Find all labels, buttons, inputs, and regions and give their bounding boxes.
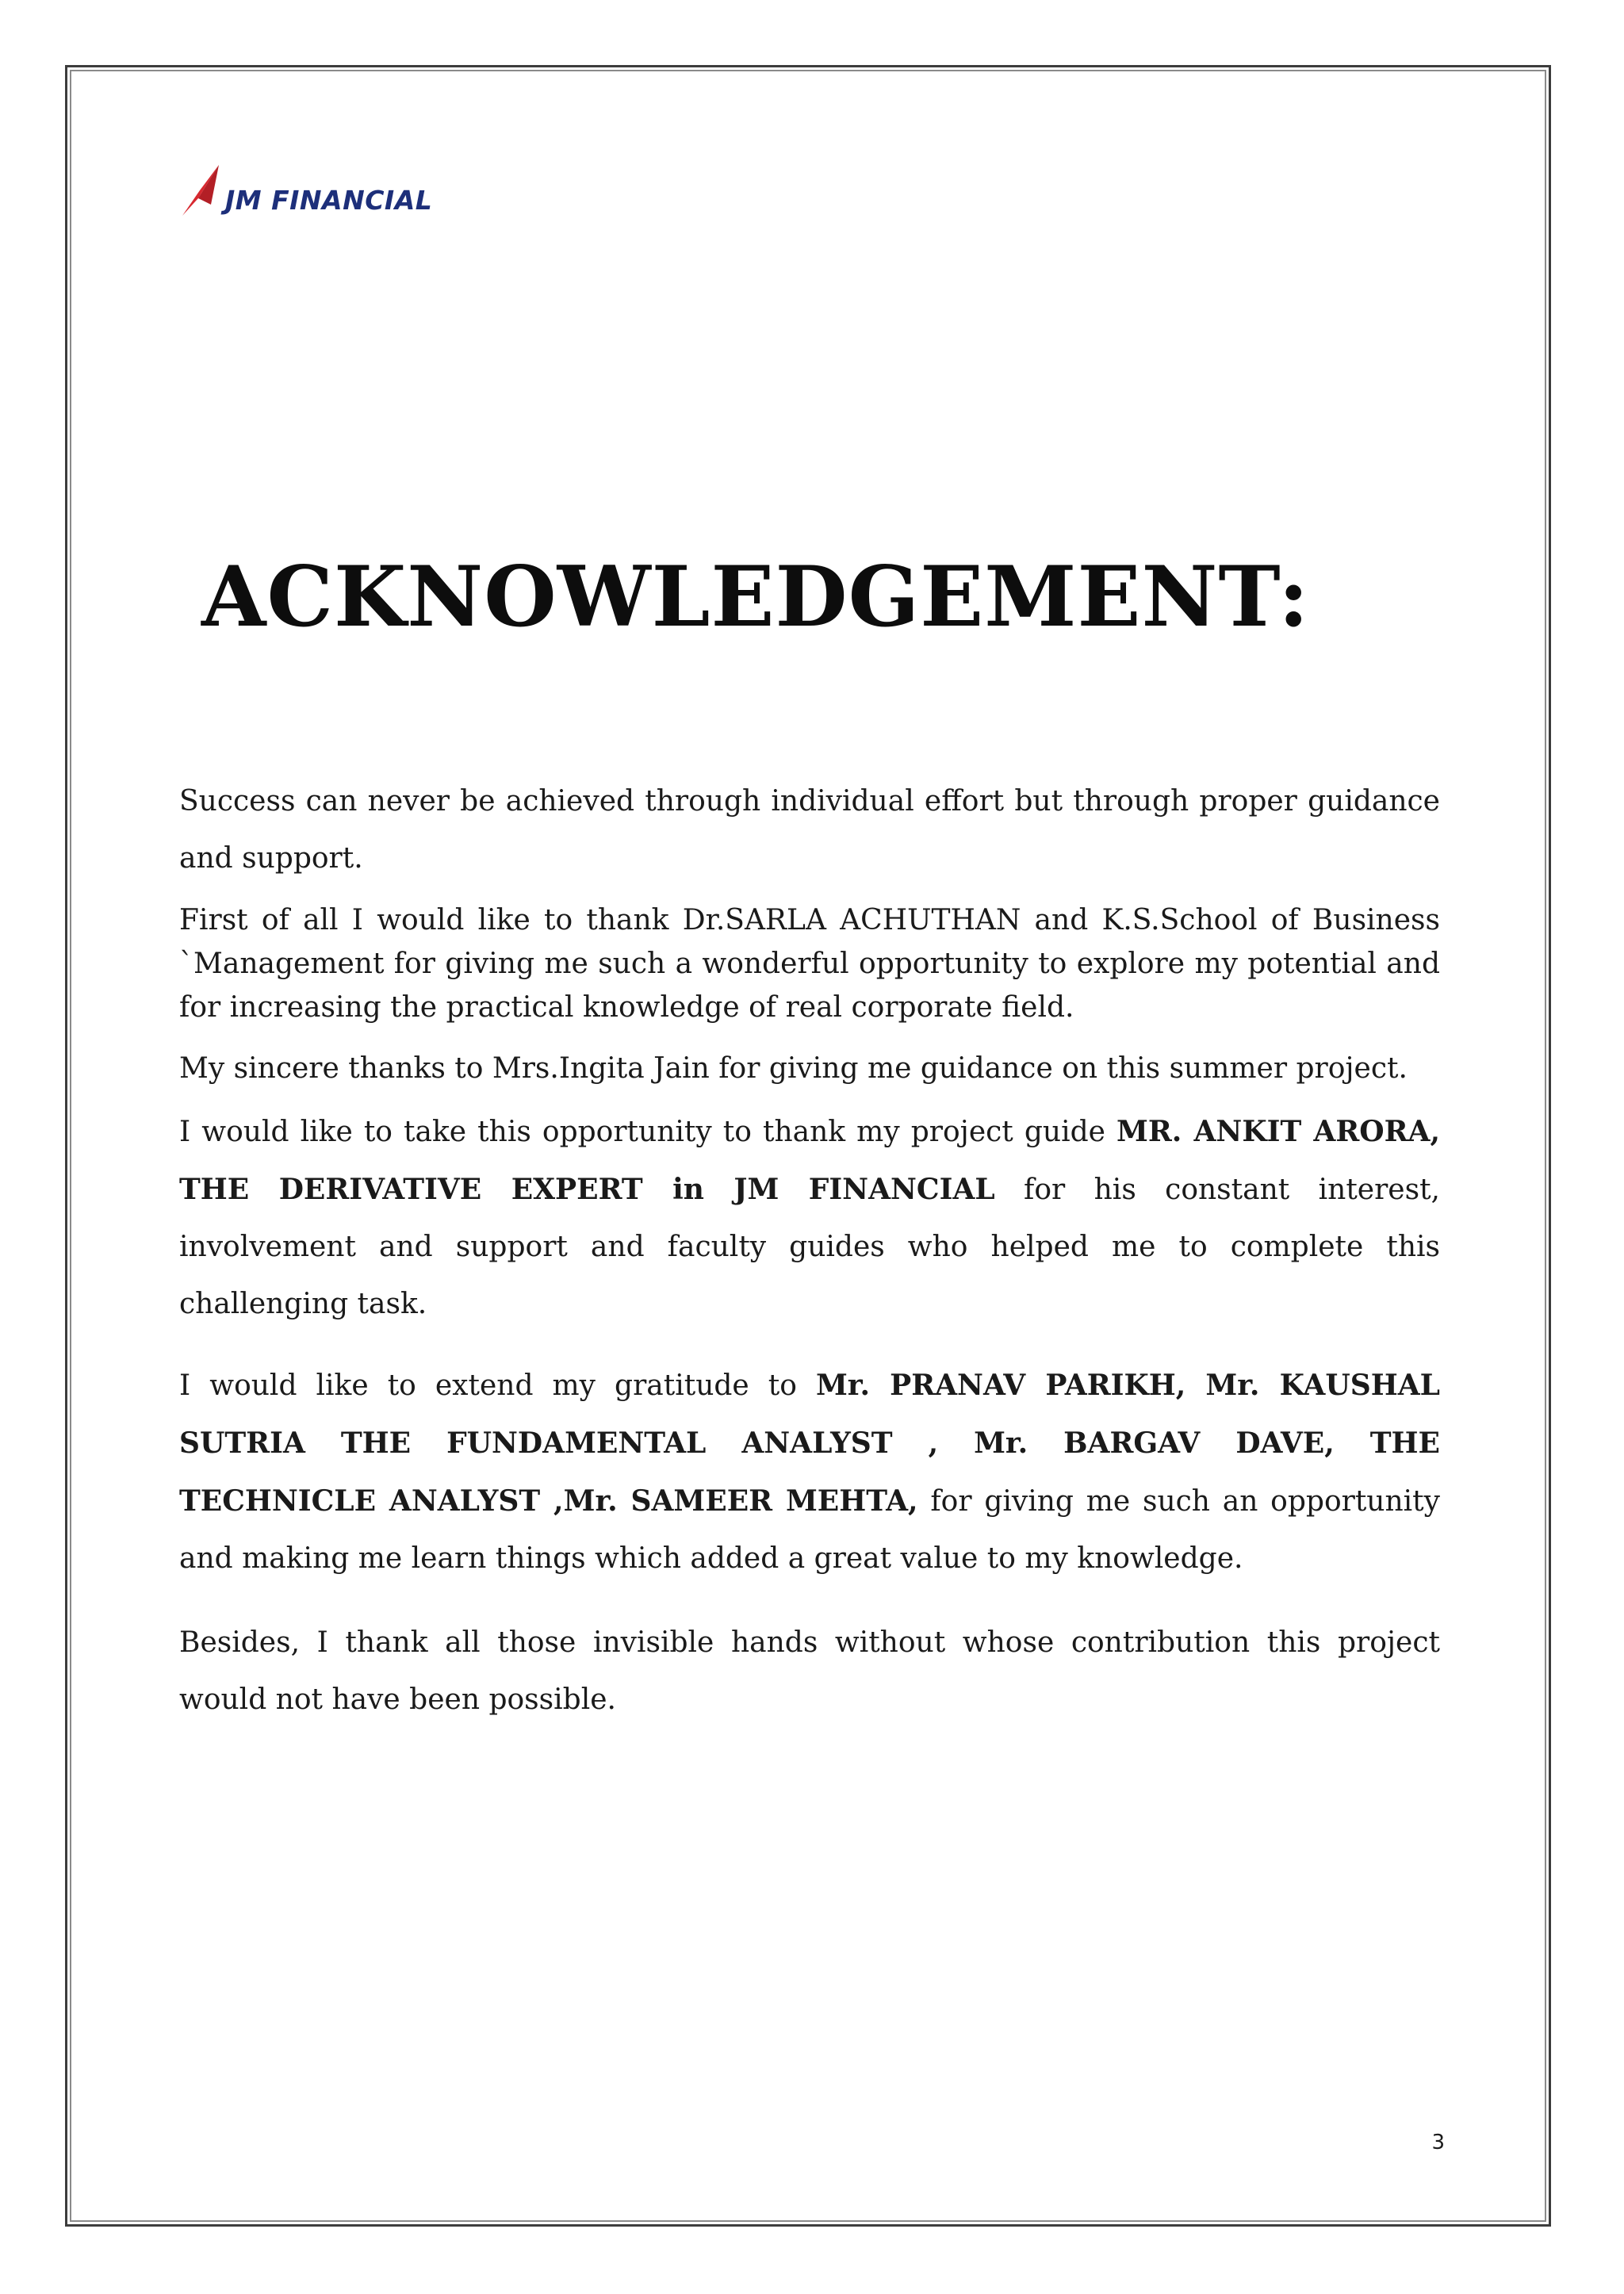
paragraph-thanks-school: First of all I would like to thank Dr.SARLA ACHUTHAN and K.S.School of Business `Management for giving me such a wonderful opportunity to explore my potential and for increasing the practical knowledge of real corporate field.: [179, 904, 1440, 1024]
paragraph-gratitude: [179, 1357, 1440, 1587]
gratitude-outro: for giving me such an opportunity and making me learn things which added a great value to my knowledge.: [179, 1485, 1440, 1575]
gratitude-names: Mr. PRANAV PARIKH, Mr. KAUSHAL SUTRIA THE FUNDAMENTAL ANALYST , Mr. BARGAV DAVE, THE TECHNICLE ANALYST ,Mr. SAMEER MEHTA,: [179, 1369, 1440, 1518]
gratitude-intro: I would like to extend my gratitude to: [179, 1369, 816, 1402]
paragraph-project-guide: [179, 1103, 1440, 1333]
paragraph-success: Success can never be achieved through individual effort but through proper guidance and support.: [179, 785, 1440, 875]
page-heading: ACKNOWLEDGEMENT:: [201, 547, 1310, 645]
company-logo: [181, 155, 432, 219]
paragraph-thanks-guide: My sincere thanks to Mrs.Ingita Jain for giving me guidance on this summer project.: [179, 1052, 1408, 1085]
acknowledgement-body: [179, 773, 1440, 1729]
red-sail-icon: [181, 163, 222, 219]
logo-text: JM FINANCIAL: [225, 185, 433, 216]
paragraph-closing: Besides, I thank all those invisible hands without whose contribution this project would not have been possible.: [179, 1626, 1440, 1716]
project-guide-intro: I would like to take this opportunity to thank my project guide: [179, 1116, 1117, 1148]
page-number: 3: [1431, 2131, 1445, 2154]
project-guide-name: MR. ANKIT ARORA, THE DERIVATIVE EXPERT in JM FINANCIAL: [179, 1115, 1440, 1206]
project-guide-outro: for his constant interest, involvement and support and faculty guides who helped me to complete this challenging task.: [179, 1174, 1440, 1320]
